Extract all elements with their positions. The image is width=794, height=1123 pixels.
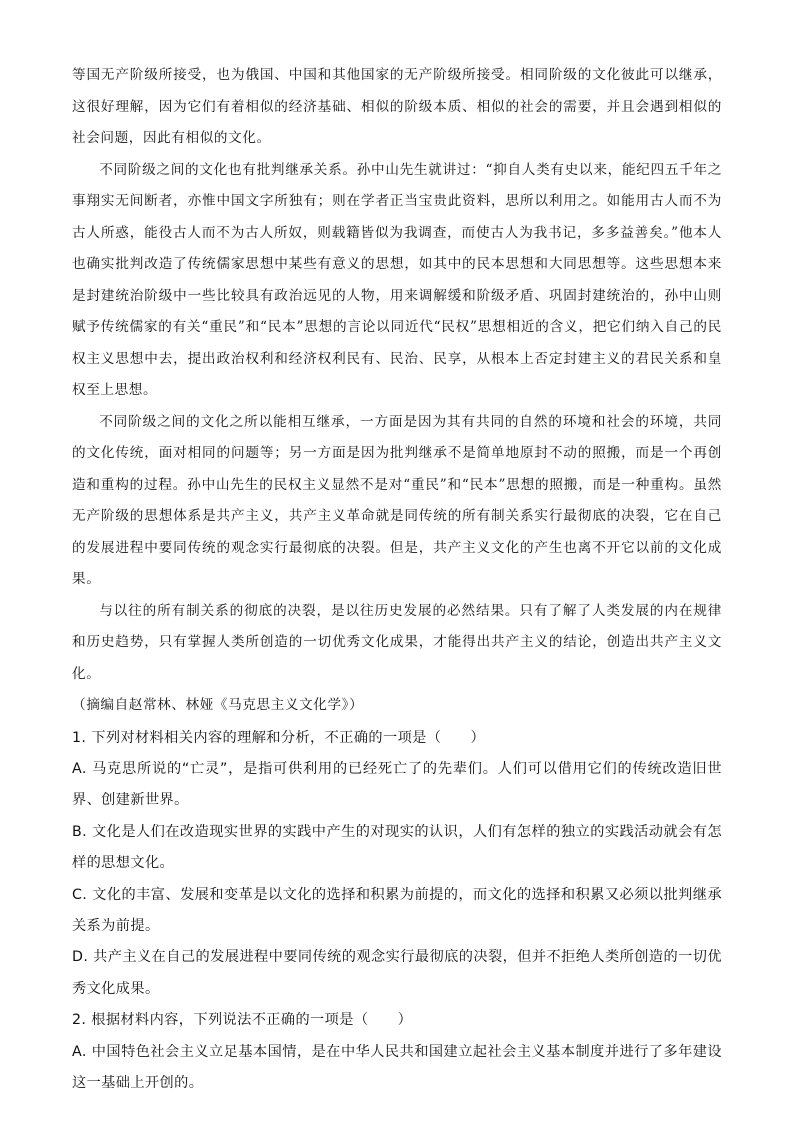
question-2-option-a: A. 中国特色社会主义立足基本国情，是在中华人民共和国建立起社会主义基本制度并进行了多年建设这一基础上开创的。 [72,1043,722,1091]
question-1-option-b: B. 文化是人们在改造现实世界的实践中产生的对现实的认识，人们有怎样的独立的实践活动就会有怎样的思想文化。 [72,823,722,872]
reading-passage [72,60,722,722]
passage-paragraph-1: 等国无产阶级所接受，也为俄国、中国和其他国家的无产阶级所接受。相同阶级的文化彼此可以继承，这很好理解，因为它们有着相似的经济基础、相似的阶级本质、相似的社会的需要，并且会遇到相似的社会问题，因此有相似的文化。 [72,67,722,146]
question-1 [72,723,722,1006]
passage-paragraph-4: 与以往的所有制关系的彻底的决裂，是以往历史发展的必然结果。只有了解了人类发展的内在规律和历史趋势，只有掌握人类所创造的一切优秀文化成果，才能得出共产主义的结论，创造出共产主义文化。 [72,602,722,682]
question-1-option-a: A. 马克思所说的“亡灵”，是指可供利用的已经死亡了的先辈们。人们可以借用它们的传统改造旧世界、创建新世界。 [72,760,722,809]
question-section [72,723,722,1100]
passage-source: （摘编自赵常林、林娅《马克思主义文化学》） [72,697,364,713]
question-1-stem: 1. 下列对材料相关内容的理解和分析，不正确的一项是（ ） [72,729,486,746]
question-2-stem: 2. 根据材料内容，下列说法不正确的一项是（ ） [72,1012,413,1029]
question-1-option-d: D. 共产主义在自己的发展进程中要同传统的观念实行最彻底的决裂，但并不拒绝人类所创造的一切优秀文化成果。 [72,949,722,997]
passage-paragraph-3: 不同阶级之间的文化之所以能相互继承，一方面是因为其有共同的自然的环境和社会的环境，共同的文化传统，面对相同的问题等；另一方面是因为批判继承不是简单地原封不动的照搬，而是一个再创造和重构的过程。孙中山先生的民权主义显然不是对“重民”和“民本”思想的照搬，而是一种重构。虽然无产阶级的思想体系是共产主义，共产主义革命就是同传统的所有制关系实行最彻底的决裂，它在自己的发展进程中要同传统的观念实行最彻底的决裂。但是，共产主义文化的产生也离不开它以前的文化成果。 [72,413,722,587]
question-1-option-c: C. 文化的丰富、发展和变革是以文化的选择和积累为前提的，而文化的选择和积累又必须以批判继承关系为前提。 [72,886,722,934]
question-2 [72,1005,722,1099]
passage-paragraph-2: 不同阶级之间的文化也有批判继承关系。孙中山先生就讲过：“抑自人类有史以来，能纪四五千年之事翔实无间断者，亦惟中国文字所独有；则在学者正当宝贵此资料，思所以利用之。如能用古人而不为古人所惑，能役古人而不为古人所奴，则载籍皆似为我调查，而使古人为我书记，多多益善矣。”他本人也确实批判改造了传统儒家思想中某些有意义的思想，如其中的民本思想和大同思想等。这些思想本来是封建统治阶级中一些比较具有政治远见的人物，用来调解缓和阶级矛盾、巩固封建统治的，孙中山则赋予传统儒家的有关“重民”和“民本”思想的言论以同近代“民权”思想相近的含义，把它们纳入自己的民权主义思想中去，提出政治权利和经济权利民有、民治、民享，从根本上否定封建主义的君民关系和皇权至上思想。 [72,161,722,398]
